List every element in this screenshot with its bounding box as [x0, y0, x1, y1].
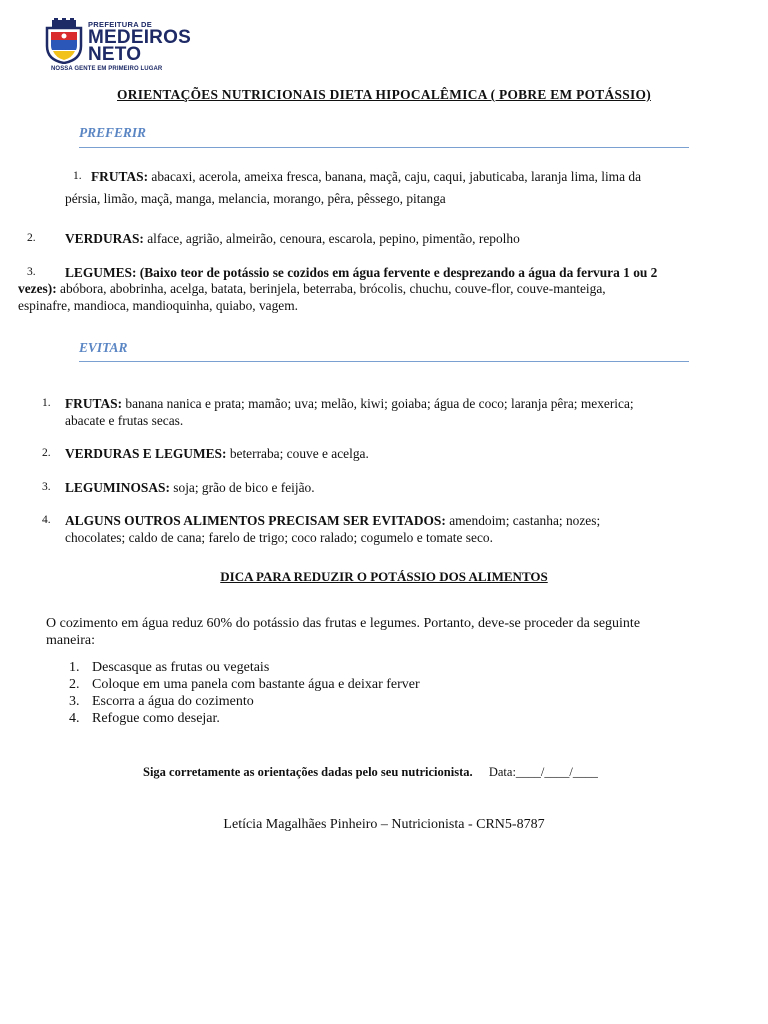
- item-label: ALGUNS OUTROS ALIMENTOS PRECISAM SER EVITADOS:: [65, 513, 446, 528]
- item-text: beterraba; couve e acelga.: [229, 446, 369, 461]
- item-text-cont: chocolates; caldo de cana; farelo de trigo; coco ralado; cogumelo e tomate seco.: [65, 530, 493, 545]
- evitar-divider: [79, 361, 689, 362]
- item-text: amendoim; castanha; nozes;: [449, 513, 601, 528]
- item-text-cont: abacate e frutas secas.: [65, 413, 184, 428]
- list-item: [69, 693, 254, 710]
- item-text-cont: pérsia, limão, maçã, manga, melancia, morango, pêra, pêssego, pitanga: [65, 191, 446, 206]
- list-number: 2.: [42, 447, 51, 459]
- list-number: 1.: [42, 397, 51, 409]
- item-label: VERDURAS:: [65, 231, 144, 246]
- list-number: 1.: [73, 170, 82, 182]
- step-text: Refogue como desejar.: [92, 711, 220, 726]
- item-label: FRUTAS:: [65, 396, 123, 411]
- evitar-heading: EVITAR: [79, 340, 128, 355]
- date-field: Data:____/____/____: [488, 765, 598, 779]
- step-text: Descasque as frutas ou vegetais: [92, 660, 270, 675]
- item-label: VERDURAS E LEGUMES:: [65, 446, 227, 461]
- item-text: alface, agrião, almeirão, cenoura, escarola, pepino, pimentão, repolho: [147, 231, 520, 246]
- dica-heading: DICA PARA REDUZIR O POTÁSSIO DOS ALIMENTOS: [220, 569, 548, 584]
- list-item: [69, 659, 270, 676]
- item-label: LEGUMINOSAS:: [65, 480, 170, 495]
- item-text: soja; grão de bico e feijão.: [173, 480, 315, 495]
- list-number: 3.: [42, 481, 51, 493]
- preferir-divider: [79, 147, 689, 148]
- item-label: FRUTAS:: [91, 169, 149, 184]
- list-number: 4.: [42, 514, 51, 526]
- dica-intro: O cozimento em água reduz 60% do potássio das frutas e legumes. Portanto, deve-se proceder da seguinte: [46, 616, 641, 631]
- nutritionist-signature: Letícia Magalhães Pinheiro – Nutricionista - CRN5-8787: [223, 817, 545, 832]
- item-text-cont: espinafre, mandioca, mandioquinha, quiabo, vagem.: [18, 298, 299, 313]
- item-label-note: : (Baixo teor de potássio se cozidos em água fervente e desprezando a água da fervura 1 ou 2: [131, 265, 658, 280]
- list-item: [69, 710, 220, 727]
- step-text: Escorra a água do cozimento: [92, 694, 254, 709]
- dica-intro-cont: maneira:: [46, 633, 95, 648]
- item-label: LEGUMES: [65, 265, 132, 280]
- logo-name-line1: MEDEIROS: [88, 27, 191, 48]
- item-text: abóbora, abobrinha, acelga, batata, berinjela, beterraba, brócolis, chuchu, couve-flor, couve-manteiga,: [60, 281, 606, 296]
- logo-name-line2: NETO: [88, 44, 142, 65]
- item-label-cont: vezes):: [18, 281, 57, 296]
- list-number: 3.: [69, 694, 80, 709]
- preferir-heading: PREFERIR: [79, 125, 146, 140]
- list-number: 2.: [27, 232, 36, 244]
- document-title: ORIENTAÇÕES NUTRICIONAIS DIETA HIPOCALÊMICA ( POBRE EM POTÁSSIO): [117, 87, 651, 102]
- logo-prefeitura-text: PREFEITURA DE: [88, 20, 153, 29]
- step-text: Coloque em uma panela com bastante água e deixar ferver: [92, 677, 420, 692]
- list-item: [69, 676, 420, 693]
- footer-instruction-row: [143, 764, 598, 781]
- city-crest-icon: [44, 18, 84, 64]
- list-number: 1.: [69, 660, 80, 675]
- footer-instruction: Siga corretamente as orientações dadas pelo seu nutricionista.: [143, 765, 473, 779]
- prefeitura-logo: [44, 18, 194, 74]
- list-number: 3.: [27, 266, 36, 278]
- list-number: 2.: [69, 677, 80, 692]
- item-text: abacaxi, acerola, ameixa fresca, banana, maçã, caju, caqui, jabuticaba, laranja lima, lima da: [151, 169, 642, 184]
- logo-slogan: NOSSA GENTE EM PRIMEIRO LUGAR: [51, 66, 163, 72]
- list-number: 4.: [69, 711, 80, 726]
- item-text: banana nanica e prata; mamão; uva; melão, kiwi; goiaba; água de coco; laranja pêra; mexerica;: [125, 396, 634, 411]
